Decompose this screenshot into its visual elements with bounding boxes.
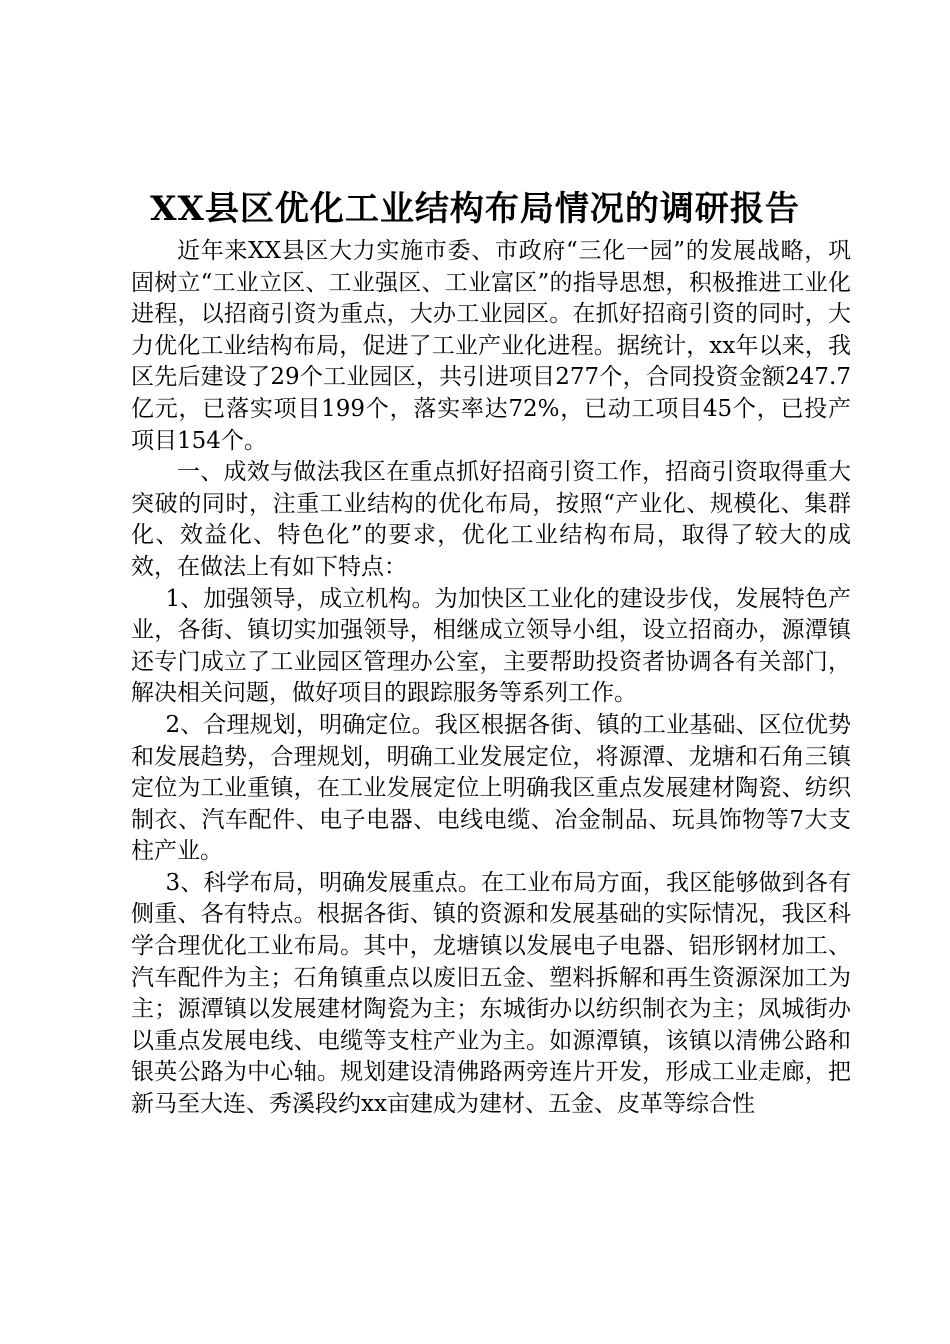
- paragraph-point-3: 3、科学布局，明确发展重点。在工业布局方面，我区能够做到各有侧重、各有特点。根据各街、镇的资源和发展基础的实际情况，我区科学合理优化工业布局。其中，龙塘镇以发展电子电器、铝形钢材加工、汽车配件为主；石角镇重点以废旧五金、塑料拆解和再生资源深加工为主；源潭镇以发展建材陶瓷为主；东城街办以纺织制衣为主；凤城街办以重点发展电线、电缆等支柱产业为主。如源潭镇，该镇以清佛公路和银英公路为中心轴。规划建设清佛路两旁连片开发，形成工业走廊，把新马至大连、秀溪段约xx亩建成为建材、五金、皮革等综合性: [131, 869, 851, 1118]
- paragraph-intro: 近年来XX县区大力实施市委、市政府“三化一园”的发展战略，巩固树立“工业立区、工业强区、工业富区”的指导思想，积极推进工业化进程，以招商引资为重点，大办工业园区。在抓好招商引资的同时，大力优化工业结构布局，促进了工业产业化进程。据统计，xx年以来，我区先后建设了29个工业园区，共引进项目277个，合同投资金额247.7亿元，已落实项目199个，落实率达72%，已动工项目45个，已投产项目154个。: [131, 238, 851, 454]
- document-body: [131, 236, 851, 1121]
- paragraph-point-2: 2、合理规划，明确定位。我区根据各街、镇的工业基础、区位优势和发展趋势，合理规划，明确工业发展定位，将源潭、龙塘和石角三镇定位为工业重镇，在工业发展定位上明确我区重点发展建材陶瓷、纺织制衣、汽车配件、电子电器、电线电缆、冶金制品、玩具饰物等7大支柱产业。: [131, 711, 851, 865]
- document-title: XX县区优化工业结构布局情况的调研报告: [150, 189, 800, 229]
- paragraph-section-1: 一、成效与做法我区在重点抓好招商引资工作，招商引资取得重大突破的同时，注重工业结构的优化布局，按照“产业化、规模化、集群化、效益化、特色化”的要求，优化工业结构布局，取得了较大的成效，在做法上有如下特点：: [131, 459, 851, 580]
- paragraph-point-1: 1、加强领导，成立机构。为加快区工业化的建设步伐，发展特色产业，各街、镇切实加强领导，相继成立领导小组，设立招商办，源潭镇还专门成立了工业园区管理办公室，主要帮助投资者协调各有关部门，解决相关问题，做好项目的跟踪服务等系列工作。: [131, 585, 851, 707]
